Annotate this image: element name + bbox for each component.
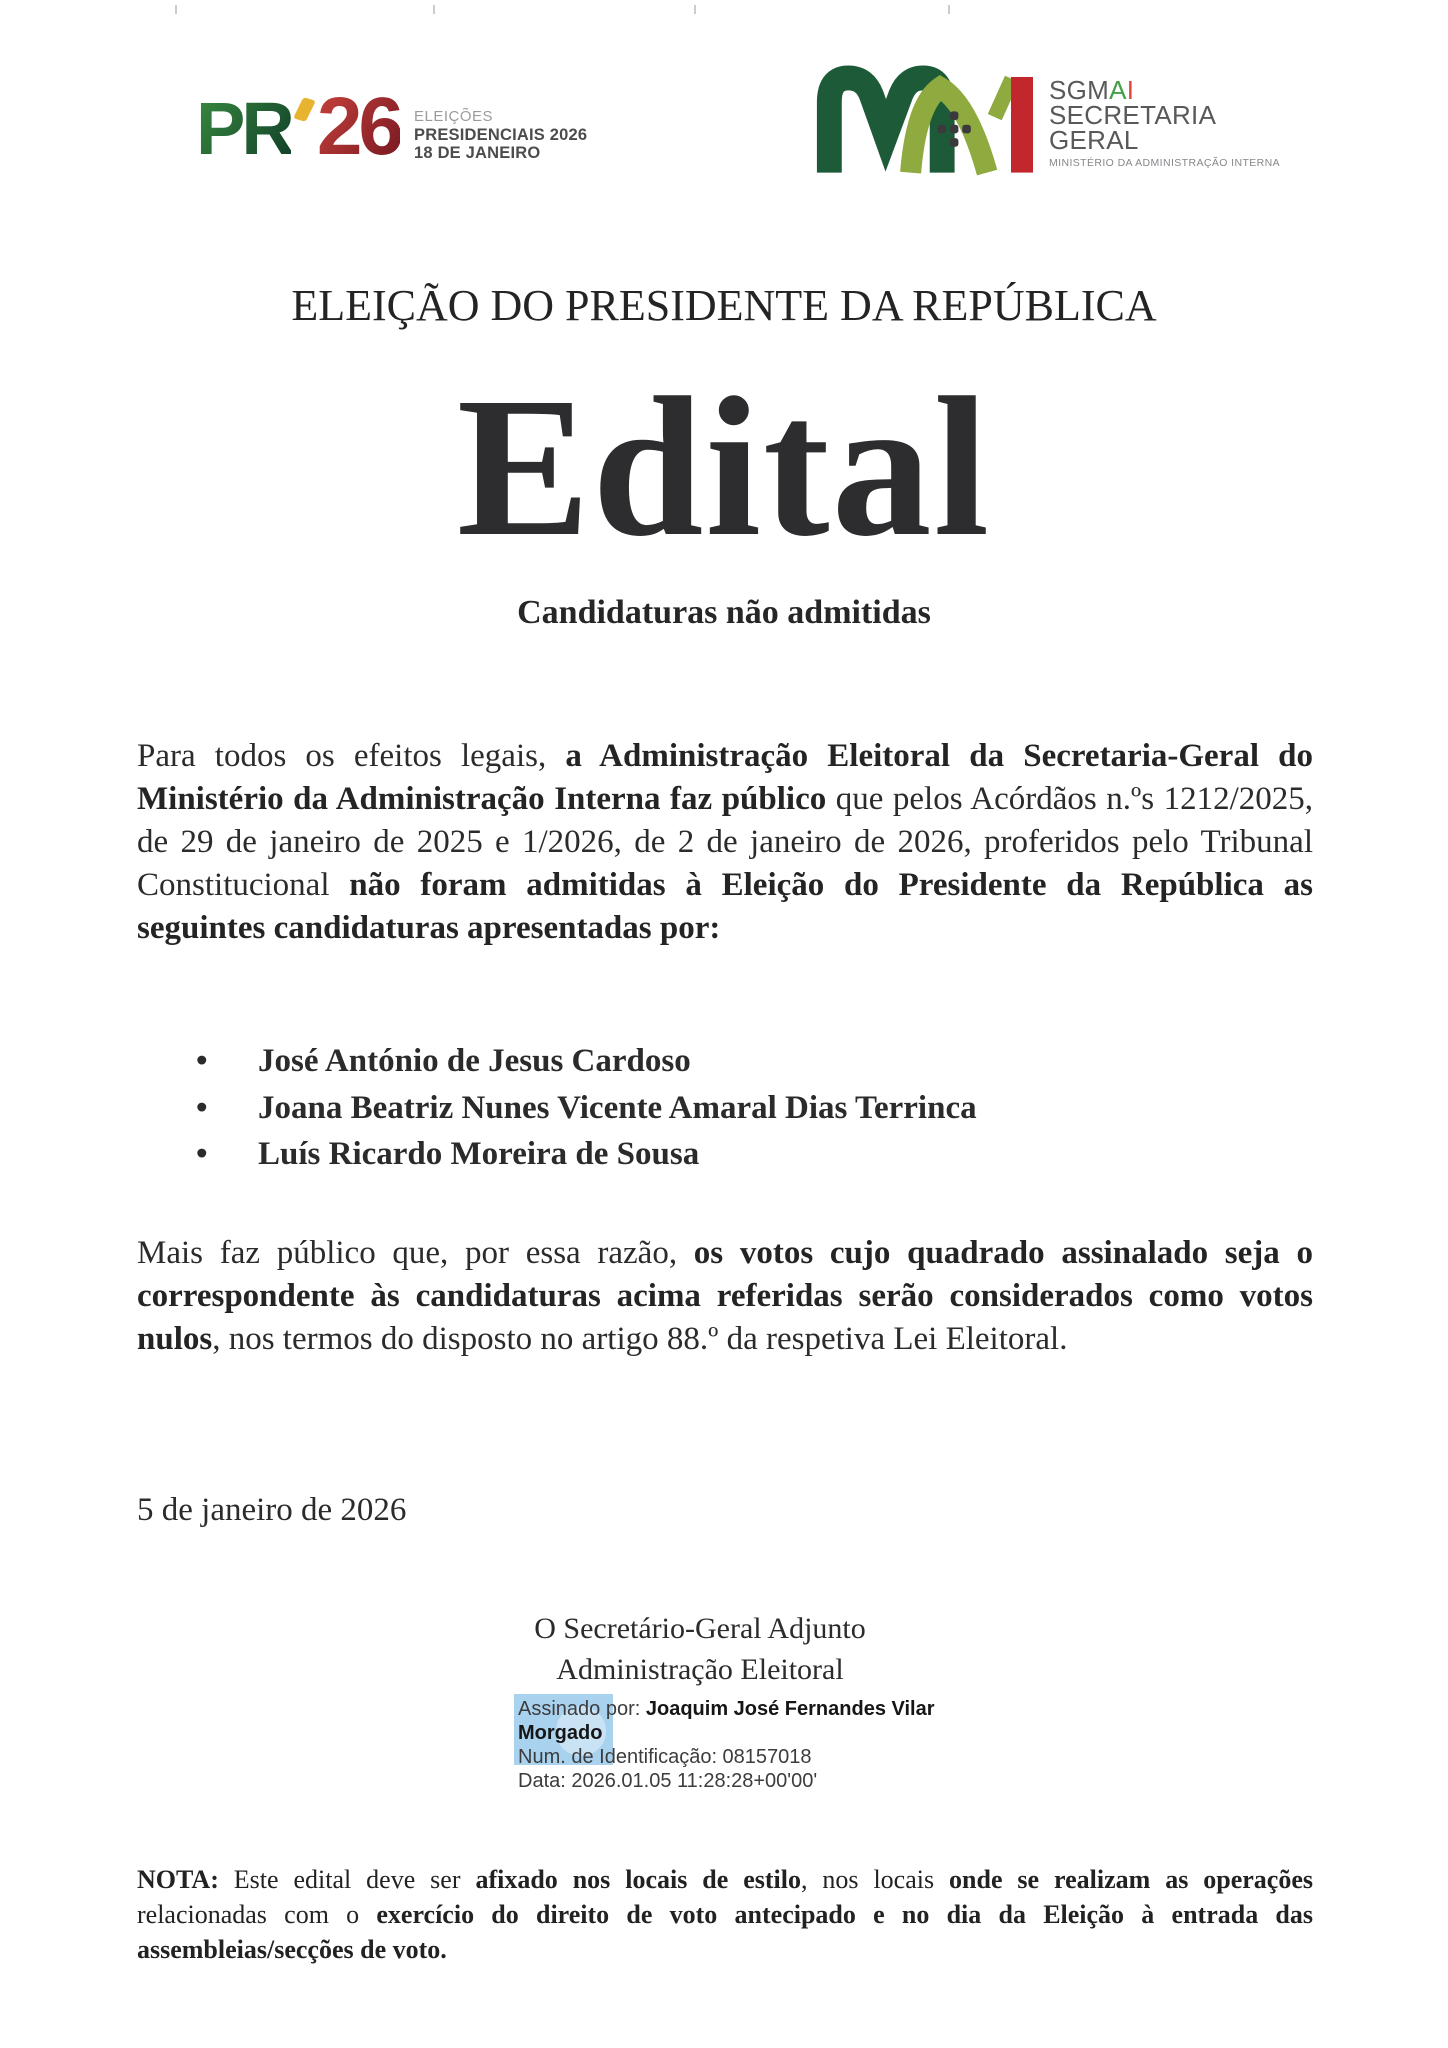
sgmai-acronym-red: I <box>1126 75 1135 105</box>
paragraph-intro: Para todos os efeitos legais, a Administração Eleitoral da Secretaria-Geral do Ministério da Administração Interna faz público que pelos Acórdãos n.ºs 1212/2025, de 29 de janeiro de 2025 e 1/2026, de 2 de janeiro de 2026, proferidos pelo Tribunal Constitucional não foram admitidas à Eleição do Presidente da República as seguintes candidaturas apresentadas por: <box>137 738 1313 946</box>
paragraph-null-votes: Mais faz público que, por essa razão, os votos cujo quadrado assinalado seja o correspondente às candidaturas acima referidas serão considerados como votos nulos, nos termos do disposto no artigo 88.º da respetiva Lei Eleitoral. <box>137 1235 1313 1357</box>
sgmai-text-block <box>1049 64 1280 176</box>
sgmai-secretaria: SECRETARIA <box>1049 100 1217 130</box>
signature-name-line2: Morgado <box>518 1722 603 1744</box>
signoff-role-line1: O Secretário-Geral Adjunto <box>534 1612 866 1645</box>
sgmai-acronym-green: A <box>1109 75 1127 105</box>
pr26-tagline-line2: PRESIDENCIAIS 2026 <box>414 126 588 144</box>
document-date: 5 de janeiro de 2026 <box>137 1492 407 1528</box>
signature-signed-by-line <box>518 1697 948 1721</box>
pr26-tagline-line1: ELEIÇÕES <box>414 108 494 125</box>
sgmai-ministry-line: MINISTÉRIO DA ADMINISTRAÇÃO INTERNA <box>1049 157 1281 169</box>
pr26-logo-pr-text: PR <box>196 87 291 170</box>
scan-artifact-tick <box>948 5 950 14</box>
signature-date-line: Data: 2026.01.05 11:28:28+00'00' <box>518 1770 818 1792</box>
mai-monogram-icon <box>815 64 1033 176</box>
scan-artifact-tick <box>175 5 177 14</box>
scan-artifact-tick <box>433 5 435 14</box>
sgmai-geral: GERAL <box>1049 125 1139 155</box>
signature-signed-by-label: Assinado por: <box>518 1698 646 1720</box>
subtitle: Candidaturas não admitidas <box>517 594 931 631</box>
document-title: ELEIÇÃO DO PRESIDENTE DA REPÚBLICA <box>291 281 1157 330</box>
signature-id-line: Num. de Identificação: 08157018 <box>518 1746 812 1768</box>
candidate-item: • José António de Jesus Cardoso <box>196 1038 977 1085</box>
nota-paragraph: NOTA: Este edital deve ser afixado nos locais de estilo, nos locais onde se realizam as operações relacionadas com o exercício do direito de voto antecipado e no dia da Eleição à entrada das assembleias/secções de voto. <box>137 1865 1313 1964</box>
signoff-role-line2: Administração Eleitoral <box>556 1653 844 1686</box>
scan-artifact-tick <box>694 5 696 14</box>
pr26-logo <box>196 81 588 172</box>
signature-name-line1: Joaquim José Fernandes Vilar <box>645 1698 935 1720</box>
candidate-list <box>196 1038 977 1178</box>
pr26-apostrophe-icon <box>293 97 316 122</box>
sgmai-acronym-gray: SGM <box>1049 75 1110 105</box>
sgmai-logo <box>815 64 1280 176</box>
digital-signature-block <box>518 1697 948 1793</box>
signoff-block <box>300 1608 1100 1690</box>
candidate-item: • Luís Ricardo Moreira de Sousa <box>196 1131 977 1178</box>
pr26-logo-year-text: 26 <box>316 81 401 172</box>
pr26-tagline-line3: 18 DE JANEIRO <box>414 144 541 162</box>
signature-name-line2-wrap <box>518 1721 948 1745</box>
main-heading: Edital <box>456 357 992 578</box>
pr26-tagline <box>414 108 587 162</box>
candidate-item: • Joana Beatriz Nunes Vicente Amaral Dias Terrinca <box>196 1085 977 1132</box>
